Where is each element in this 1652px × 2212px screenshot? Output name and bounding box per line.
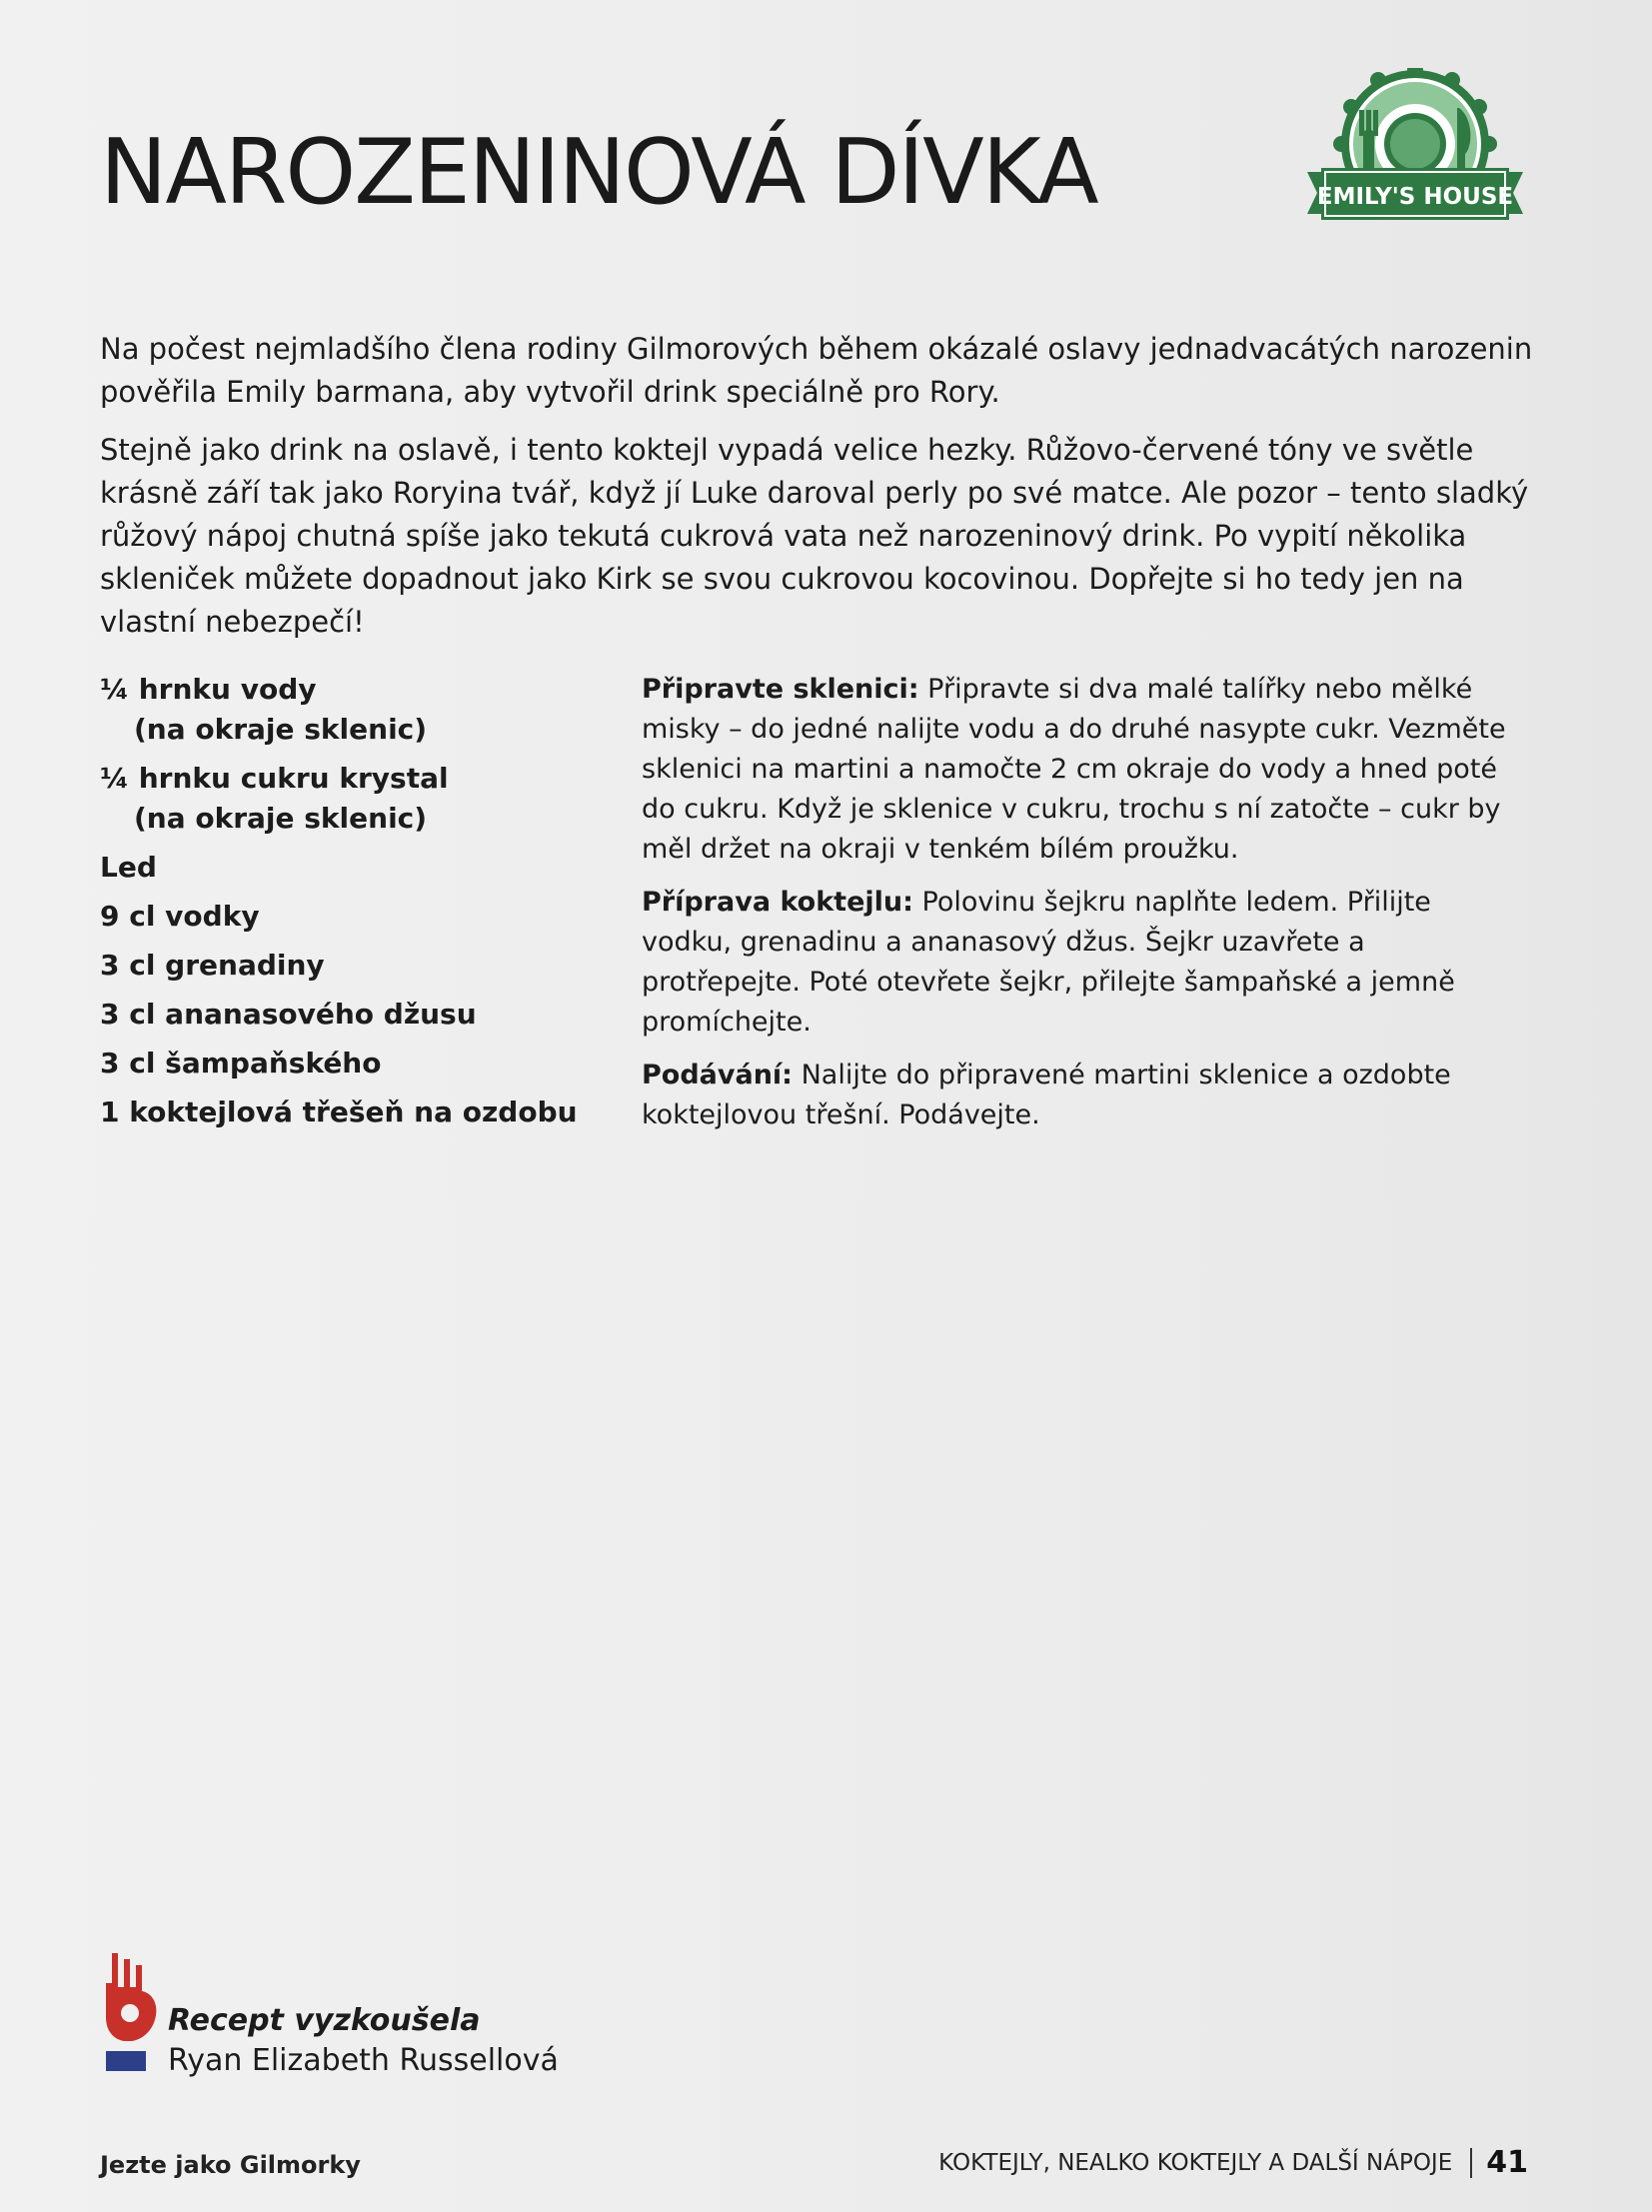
tester-label: Recept vyzkoušela (168, 2003, 481, 2038)
ingredient-item: 3 cl grenadiny (100, 949, 325, 982)
step-label: Připravte sklenici: (642, 674, 919, 705)
footer-divider (1470, 2148, 1472, 2178)
step-text: Polovinu šejkru naplňte ledem. Přilijte vodku, grenadinu a ananasový džus. Šejkr uzavřete a protřepejte. Poté otevřete šejkr, přilejte šampaňské a jemně promíchejte. (642, 887, 1455, 1038)
step-serving (642, 1056, 1521, 1135)
step-label: Podávání: (642, 1060, 793, 1091)
ok-hand-icon (98, 1947, 160, 2075)
ingredient-text: ¼ hrnku vody (100, 673, 317, 706)
page-number: 41 (1486, 2145, 1528, 2180)
footer-right (938, 2145, 1528, 2180)
emilys-house-logo (1307, 68, 1523, 238)
ingredient-item (100, 759, 640, 839)
ingredient-item: Led (100, 851, 157, 884)
intro-text (100, 328, 1559, 659)
ingredient-item: 1 koktejlová třešeň na ozdobu (100, 1096, 578, 1128)
ingredient-note: (na okraje sklenic) (134, 802, 428, 835)
logo-ribbon (1307, 168, 1523, 220)
step-prepare-glass (642, 670, 1521, 870)
sleeve-cuff (106, 2051, 146, 2071)
book-title: Jezte jako Gilmorky (100, 2151, 361, 2179)
intro-paragraph: Na počest nejmladšího člena rodiny Gilmorových během okázalé oslavy jednadvacátých narozenin pověřila Emily barmana, aby vytvořil drink speciálně pro Rory. (100, 332, 1533, 409)
step-text: Nalijte do připravené martini sklenice a ozdobte koktejlovou třešní. Podávejte. (642, 1060, 1451, 1130)
tester-name: Ryan Elizabeth Russellová (168, 2043, 559, 2078)
section-title: KOKTEJLY, NEALKO KOKTEJLY A DALŠÍ NÁPOJE (938, 2149, 1453, 2176)
instruction-steps (642, 670, 1521, 1148)
ingredient-note: (na okraje sklenic) (134, 713, 428, 746)
page-title: NAROZENINOVÁ DÍVKA (100, 120, 1097, 225)
ingredient-item: 3 cl šampaňského (100, 1047, 382, 1080)
logo-text: EMILY'S HOUSE (1316, 184, 1514, 210)
step-make-cocktail (642, 883, 1521, 1043)
ingredient-list (100, 670, 640, 1141)
step-text: Připravte si dva malé talířky nebo mělké misky – do jedné nalijte vodu a do druhé nasypte cukr. Vezměte sklenici na martini a namočte 2 cm okraje do vody a hned poté do cukru. Když je sklenice v cukru, trochu s ní zatočte – cukr by měl držet na okraji v tenkém bílém proužku. (642, 674, 1506, 865)
ingredient-text: ¼ hrnku cukru krystal (100, 762, 449, 795)
ingredient-item (100, 670, 640, 750)
ingredient-item: 9 cl vodky (100, 900, 260, 933)
ingredient-item: 3 cl ananasového džusu (100, 998, 477, 1031)
intro-paragraph: Stejně jako drink na oslavě, i tento koktejl vypadá velice hezky. Růžovo-červené tóny ve světle krásně září tak jako Roryina tvář, když jí Luke daroval perly po své matce. Ale pozor – tento sladký růžový nápoj chutná spíše jako tekutá cukrová vata než narozeninový drink. Po vypití několika skleniček můžete dopadnout jako Kirk se svou cukrovou kocovinou. Dopřejte si ho tedy jen na vlastní nebezpečí! (100, 433, 1529, 639)
step-label: Příprava koktejlu: (642, 887, 913, 918)
